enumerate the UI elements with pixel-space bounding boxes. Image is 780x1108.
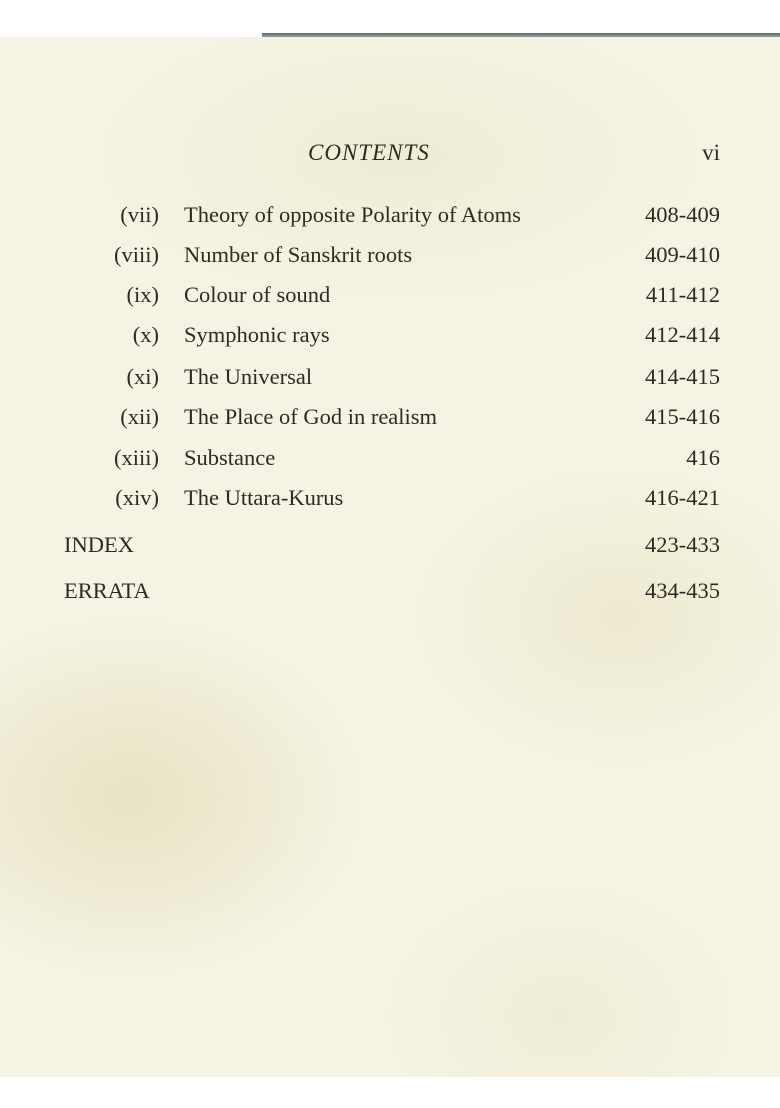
toc-entry-pages: 411-412 (645, 282, 720, 307)
toc-main-row (0, 532, 780, 562)
toc-row (0, 485, 780, 515)
toc-row (0, 364, 780, 394)
toc-entry-number: (ix) (126, 282, 159, 307)
toc-entry-title: Symphonic rays (184, 322, 330, 347)
toc-entry-number: (viii) (114, 242, 159, 267)
toc-entry-pages: 416-421 (645, 485, 720, 510)
toc-row (0, 282, 780, 312)
page-number: vi (702, 140, 720, 165)
toc-main-row (0, 578, 780, 608)
toc-row (0, 202, 780, 232)
toc-row (0, 242, 780, 272)
toc-entry-number: (vii) (120, 202, 159, 227)
toc-entry-number: (xii) (120, 404, 159, 429)
toc-entry-pages: 409-410 (645, 242, 720, 267)
toc-entry-pages: 423-433 (645, 532, 720, 557)
toc-entry-title: Theory of opposite Polarity of Atoms (184, 202, 521, 227)
toc-main-entry-title: ERRATA (64, 578, 150, 603)
toc-row (0, 445, 780, 475)
toc-entry-title: The Place of God in realism (184, 404, 438, 429)
toc-entry-number: (xi) (126, 364, 159, 389)
toc-entry-pages: 414-415 (645, 364, 720, 389)
toc-entry-title: Substance (184, 445, 276, 470)
toc-main-entry-title: INDEX (64, 532, 134, 557)
toc-entry-number: (xiii) (114, 445, 159, 470)
toc-entry-pages: 416 (686, 445, 720, 470)
toc-entry-pages: 415-416 (645, 404, 720, 429)
toc-row (0, 404, 780, 434)
toc-entry-pages: 434-435 (645, 578, 720, 603)
toc-entry-pages: 412-414 (645, 322, 720, 347)
toc-entry-number: (x) (132, 322, 159, 347)
toc-entry-title: Colour of sound (184, 282, 331, 307)
toc-entry-title: The Universal (184, 364, 313, 389)
toc-entry-pages: 408-409 (645, 202, 720, 227)
toc-entry-title: The Uttara-Kurus (184, 485, 344, 510)
toc-entry-title: Number of Sanskrit roots (184, 242, 413, 267)
toc-entry-number: (xiv) (115, 485, 159, 510)
scan-bottom-margin (0, 1077, 780, 1108)
page-title: CONTENTS (308, 140, 430, 165)
scan-top-margin (0, 0, 780, 36)
toc-row (0, 322, 780, 352)
